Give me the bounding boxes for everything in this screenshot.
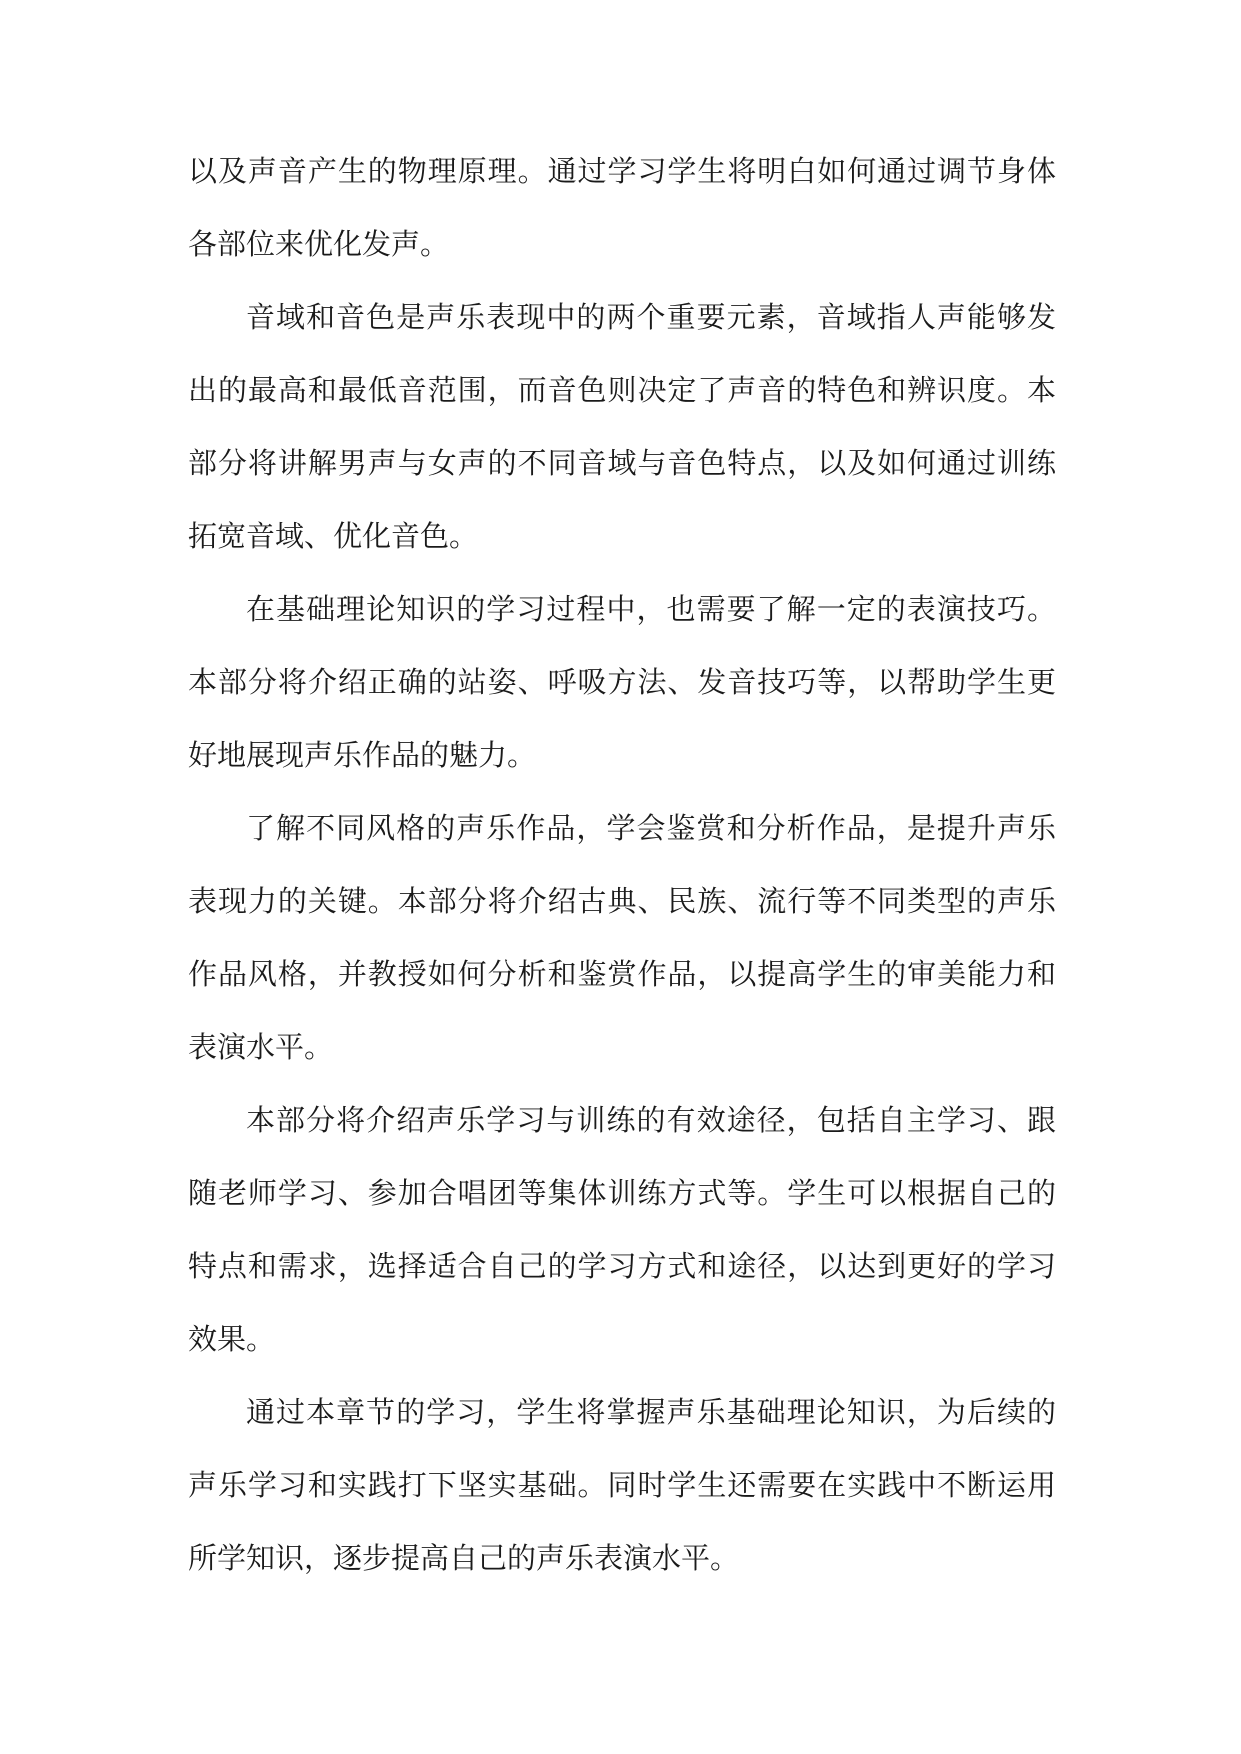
paragraph-1: 以及声音产生的物理原理。通过学习学生将明白如何通过调节身体各部位来优化发声。 <box>188 154 1056 261</box>
paragraph-5: 本部分将介绍声乐学习与训练的有效途径，包括自主学习、跟随老师学习、参加合唱团等集体训练方式等。学生可以根据自己的特点和需求，选择适合自己的学习方式和途径，以达到更好的学习效果。 <box>188 1103 1056 1356</box>
document-body <box>188 135 1056 1595</box>
paragraph-6: 通过本章节的学习，学生将掌握声乐基础理论知识，为后续的声乐学习和实践打下坚实基础。同时学生还需要在实践中不断运用所学知识，逐步提高自己的声乐表演水平。 <box>188 1395 1056 1575</box>
paragraph-2: 音域和音色是声乐表现中的两个重要元素，音域指人声能够发出的最高和最低音范围，而音色则决定了声音的特色和辨识度。本部分将讲解男声与女声的不同音域与音色特点，以及如何通过训练拓宽音域、优化音色。 <box>188 300 1056 553</box>
paragraph-3: 在基础理论知识的学习过程中，也需要了解一定的表演技巧。本部分将介绍正确的站姿、呼吸方法、发音技巧等，以帮助学生更好地展现声乐作品的魅力。 <box>188 592 1056 772</box>
paragraph-4: 了解不同风格的声乐作品，学会鉴赏和分析作品，是提升声乐表现力的关键。本部分将介绍古典、民族、流行等不同类型的声乐作品风格，并教授如何分析和鉴赏作品，以提高学生的审美能力和表演水平。 <box>188 811 1056 1064</box>
